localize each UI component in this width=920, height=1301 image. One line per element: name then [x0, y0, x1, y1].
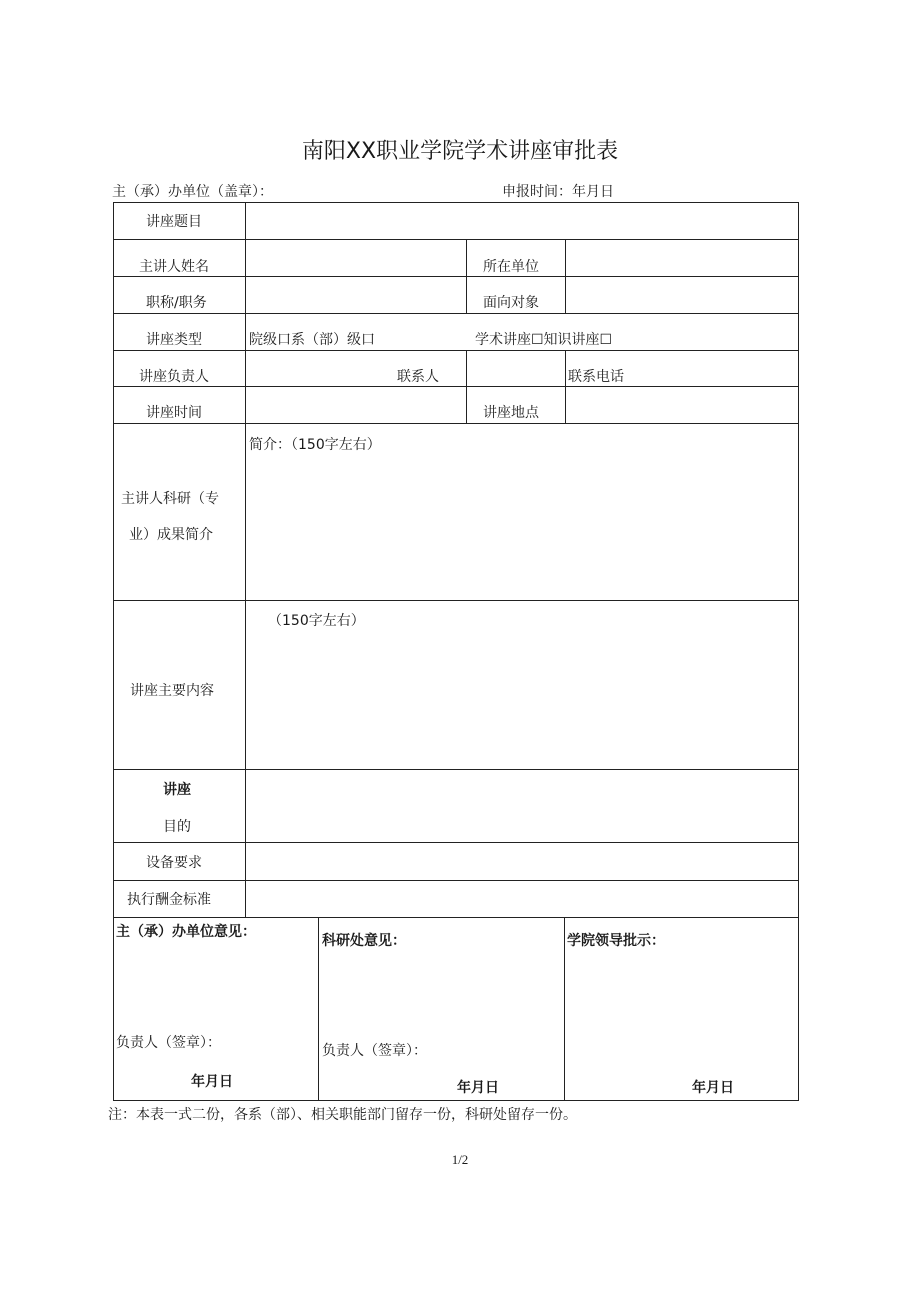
- lecture-leader-label: 讲座负责人: [139, 369, 209, 385]
- research-label-line1: 主讲人科研（专: [121, 491, 219, 507]
- research-hint: 简介：（150字左右）: [249, 437, 381, 453]
- speaker-name-label: 主讲人姓名: [139, 259, 209, 275]
- equipment-label: 设备要求: [146, 855, 202, 871]
- contact-phone-label: 联系电话: [568, 369, 624, 385]
- content-hint: （150字左右）: [268, 613, 365, 629]
- audience-label: 面向对象: [483, 295, 539, 311]
- leader-date: 年月日: [692, 1080, 734, 1096]
- host-unit-label: 主（承）办单位（盖章）：: [112, 184, 273, 200]
- purpose-label-line2: 目的: [163, 819, 191, 835]
- category-options: 学术讲座☐知识讲座☐: [475, 332, 613, 348]
- research-label-line2: 业）成果简介: [129, 527, 213, 543]
- page-number: 1/2: [451, 1152, 469, 1167]
- report-time-label: 申报时间：年月日: [502, 184, 614, 200]
- footer-note: 注：本表一式二份，各系（部）、相关职能部门留存一份，科研处留存一份。: [108, 1107, 577, 1123]
- leader-instruction-title: 学院领导批示：: [567, 933, 665, 949]
- lecture-time-label: 讲座时间: [146, 405, 202, 421]
- level-options: 院级口系（部）级口: [249, 332, 375, 348]
- lecture-type-label: 讲座类型: [146, 332, 202, 348]
- research-signer-label: 负责人（签章）：: [322, 1043, 427, 1059]
- host-signer-label: 负责人（签章）：: [116, 1035, 221, 1051]
- purpose-label-line1: 讲座: [163, 782, 191, 798]
- research-date: 年月日: [457, 1080, 499, 1096]
- lecture-title-label: 讲座题目: [146, 214, 202, 230]
- unit-label: 所在单位: [483, 259, 539, 275]
- host-date: 年月日: [191, 1074, 233, 1090]
- research-opinion-title: 科研处意见：: [322, 933, 406, 949]
- host-opinion-title: 主（承）办单位意见：: [116, 924, 256, 940]
- title-position-label: 职称/职务: [146, 295, 207, 311]
- page-title: 南阳XX职业学院学术讲座审批表: [301, 139, 619, 164]
- content-label: 讲座主要内容: [130, 683, 214, 699]
- lecture-location-label: 讲座地点: [483, 405, 539, 421]
- fee-label: 执行酬金标准: [127, 892, 211, 908]
- contact-person-label: 联系人: [397, 369, 439, 385]
